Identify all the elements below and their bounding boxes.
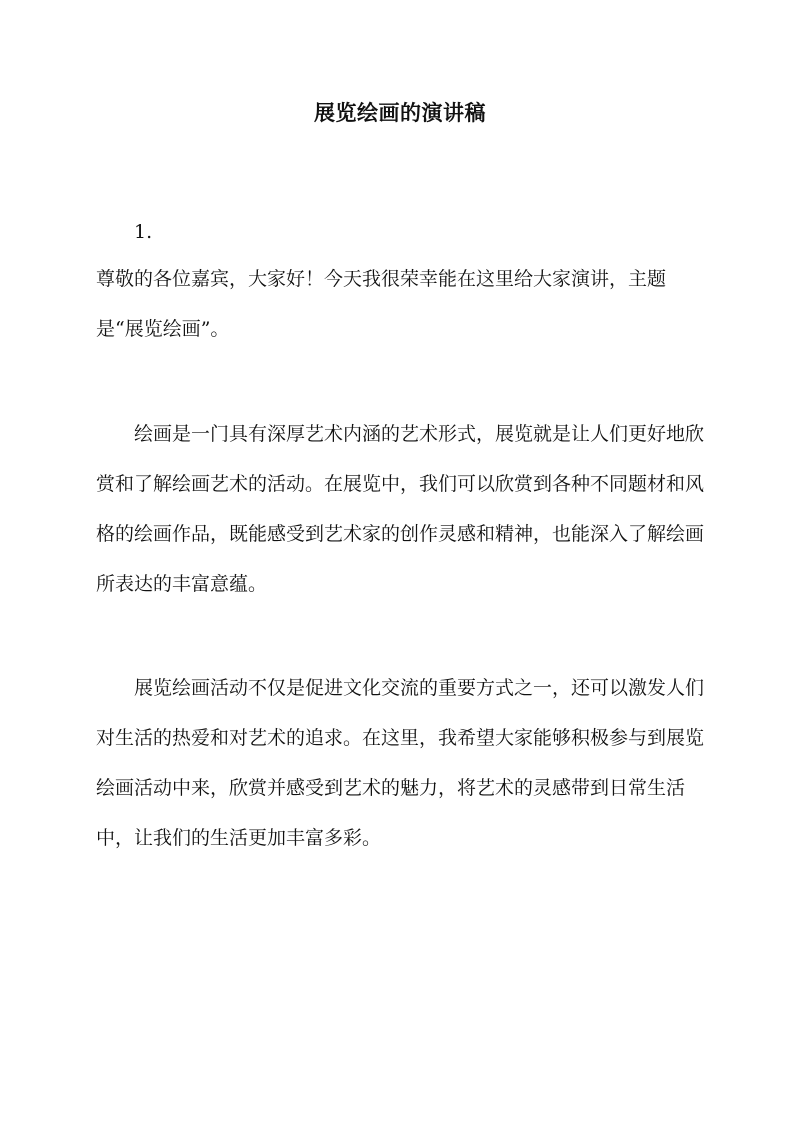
paragraph-painting-intro: 绘画是一门具有深厚艺术内涵的艺术形式，展览就是让人们更好地欣赏和了解绘画艺术的活动。在展览中，我们可以欣赏到各种不同题材和风格的绘画作品，既能感受到艺术家的创作灵感和精神，也能深入了解绘画所表达的丰富意蕴。 <box>96 423 705 595</box>
section-number: 1. <box>134 221 153 243</box>
document-title: 展览绘画的演讲稿 <box>314 100 486 125</box>
paragraph-greeting: 尊敬的各位嘉宾，大家好！今天我很荣幸能在这里给大家演讲，主题是“展览绘画”。 <box>96 268 667 340</box>
paragraph-exhibition-value: 展览绘画活动不仅是促进文化交流的重要方式之一，还可以激发人们对生活的热爱和对艺术的追求。在这里，我希望大家能够积极参与到展览绘画活动中来，欣赏并感受到艺术的魅力，将艺术的灵感带到日常生活中，让我们的生活更加丰富多彩。 <box>96 677 705 849</box>
